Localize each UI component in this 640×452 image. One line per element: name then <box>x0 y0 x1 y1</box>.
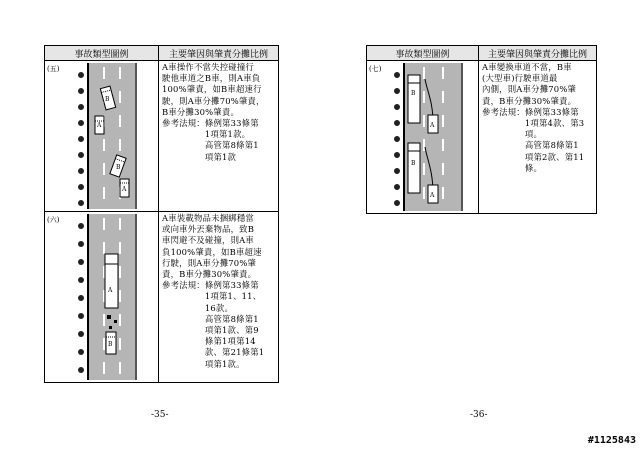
left-accident-table <box>44 45 279 383</box>
left-header-cause: 主要肇因與肇責分攤比例 <box>159 46 279 61</box>
row5-cause-text: A車操作不當失控碰撞行 駛他車道之B車，則A車負 100%肇責，如B車超速行 駛，則A車分攤70%肇責， B車分攤30%肇責。 參考法規：條例第33條第 1項第1款。 高管第8條第1 項第1款 <box>162 62 265 162</box>
road-shoulder-line <box>403 63 405 211</box>
road-edge-right <box>135 214 137 380</box>
label-a: A <box>108 287 113 294</box>
label-a-top: A <box>430 122 435 129</box>
label-b-2: B <box>116 164 121 171</box>
label-b-bottom: B <box>411 160 416 167</box>
page-number-right: -36- <box>470 410 488 420</box>
vehicle-b-bus-bottom <box>408 143 420 193</box>
roadside-shrubs <box>78 223 84 373</box>
document-stamp: #1125843 <box>587 435 636 446</box>
vehicle-b-bus-top <box>408 75 420 123</box>
road-shoulder-line <box>87 214 89 380</box>
row5-diagram-cell <box>45 61 159 212</box>
left-header-diagram: 事故類型圖例 <box>45 46 159 61</box>
vehicle-a-truck <box>105 254 118 308</box>
row6-cause-text: A車裝載物品未捆綁穩當 或向車外丟棄物品，致B 車閃避不及碰撞，則A車 負100%肇責，如B車超速 行駛，則A車分攤70%肇 責，B車分攤30%肇責。 參考法規：條例第33條第 1項第1、11、 16款。 高管第8條第1 項第1款、第9 條第1項第14 款、第21條第1 項第1款。 <box>162 213 265 369</box>
right-header-cause: 主要肇因與肇責分攤比例 <box>479 46 597 61</box>
row5-tag: (五) <box>47 65 60 73</box>
row7-cause-text: A車變換車道不當，B車 (大型車)行駛車道最 內側，則A車分攤70%肇 責，B車分攤30%肇責。 參考法規：條例第33條第 1項第4款、第3 項。 高管第8條第1 項第2款、第11 條。 <box>482 62 585 173</box>
page-number-left: -35- <box>151 410 169 420</box>
row5-road-diagram <box>45 61 158 211</box>
row6-diagram-cell <box>45 212 159 383</box>
label-a-1: A <box>97 122 102 129</box>
right-header-diagram: 事故類型圖例 <box>367 46 479 61</box>
road-shoulder-line <box>87 63 89 209</box>
label-a-2: A <box>122 186 127 193</box>
roadside-shrubs <box>78 72 84 206</box>
row6-road-diagram <box>45 212 158 382</box>
road-edge-right <box>461 63 463 211</box>
row7-cause-cell <box>479 61 597 214</box>
label-b-top: B <box>411 90 416 97</box>
right-accident-table <box>366 45 597 214</box>
row5-cause-cell <box>159 61 279 212</box>
row6-tag: (六) <box>47 216 60 224</box>
label-a-bottom: A <box>430 192 435 199</box>
label-b: B <box>108 341 113 348</box>
row7-road-diagram <box>367 61 478 213</box>
roadside-shrubs <box>394 72 400 206</box>
row7-diagram-cell <box>367 61 479 214</box>
row6-cause-cell <box>159 212 279 383</box>
label-b-1: B <box>105 96 110 103</box>
row7-tag: (七) <box>369 65 382 73</box>
road-edge-right <box>135 63 137 209</box>
